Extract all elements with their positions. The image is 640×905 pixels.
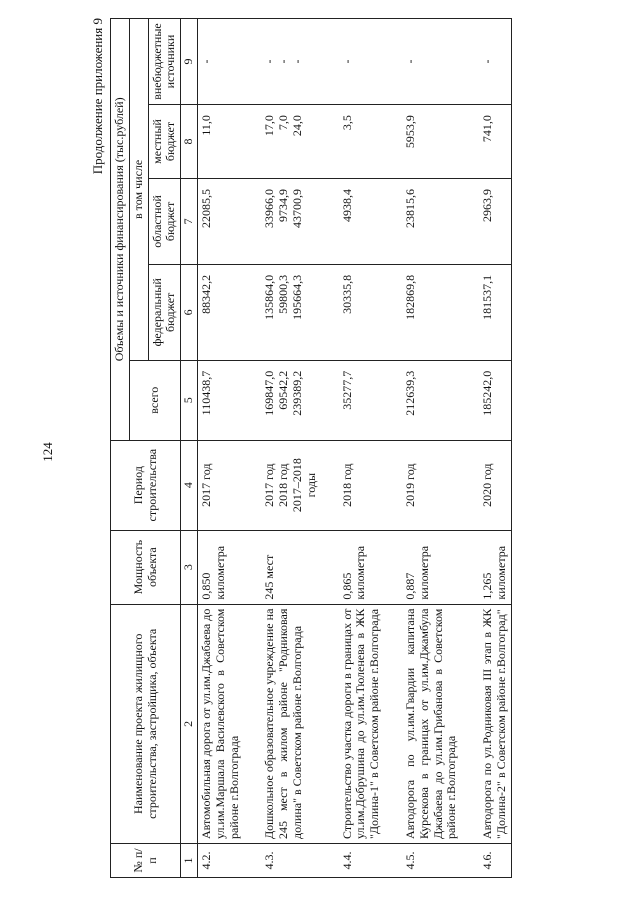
table-row bbox=[402, 19, 461, 878]
cell-extra-value: - bbox=[402, 59, 417, 64]
cell-total bbox=[339, 360, 384, 440]
col-number: 5 bbox=[181, 360, 198, 440]
col-number: 3 bbox=[181, 530, 198, 604]
header-incl: в том числе bbox=[129, 19, 148, 361]
cell-period bbox=[402, 440, 461, 530]
spacer-cell bbox=[461, 105, 479, 179]
cell-period bbox=[339, 440, 384, 530]
cell-local bbox=[261, 105, 320, 179]
spacer-cell bbox=[321, 360, 339, 440]
cell-total-value: 110438,7 bbox=[198, 370, 213, 416]
cell-federal-value: 182869,8 bbox=[402, 274, 417, 320]
cell-total-value: 35277,7 bbox=[339, 370, 354, 410]
cell-name: Автомобильная дорога от ул.им.Джабаева до ул.им.Маршала Василевского в Советском районе г.Волгограда bbox=[197, 604, 243, 843]
cell-capacity: 0,887 километра bbox=[402, 530, 461, 604]
table-row bbox=[261, 19, 320, 878]
cell-capacity: 245 мест bbox=[261, 530, 320, 604]
spacer-cell bbox=[461, 360, 479, 440]
cell-regional-value: 33966,0 bbox=[262, 188, 277, 228]
cell-regional-value: 23815,6 bbox=[402, 188, 417, 228]
spacer-cell bbox=[243, 604, 261, 843]
continuation-note: Продолжение приложения 9 bbox=[90, 18, 105, 175]
cell-local-value: 5953,9 bbox=[402, 115, 417, 149]
header-period: Период строительства bbox=[111, 440, 181, 530]
spacer-cell bbox=[384, 264, 402, 360]
spacer-cell bbox=[384, 19, 402, 105]
cell-capacity: 0,865 километра bbox=[339, 530, 384, 604]
cell-regional bbox=[197, 178, 243, 264]
spacer-cell bbox=[461, 844, 479, 878]
cell-period-value: 2018 год bbox=[339, 463, 354, 507]
cell-federal bbox=[402, 264, 461, 360]
cell-regional bbox=[261, 178, 320, 264]
header-local: местный бюджет bbox=[148, 105, 181, 179]
cell-local bbox=[479, 105, 511, 179]
spacer-cell bbox=[321, 19, 339, 105]
spacer-cell bbox=[321, 178, 339, 264]
page-number-holder bbox=[40, 433, 64, 462]
cell-period bbox=[261, 440, 320, 530]
cell-regional bbox=[402, 178, 461, 264]
col-number: 9 bbox=[181, 19, 198, 105]
cell-period bbox=[197, 440, 243, 530]
cell-federal-value: 88342,2 bbox=[198, 274, 213, 314]
spacer-cell bbox=[243, 19, 261, 105]
row-spacer bbox=[461, 19, 479, 878]
cell-no: 4.5. bbox=[402, 844, 461, 878]
spacer-cell bbox=[243, 440, 261, 530]
cell-regional-value: 9734,9 bbox=[276, 188, 291, 222]
cell-regional bbox=[339, 178, 384, 264]
cell-period bbox=[479, 440, 511, 530]
cell-local-value: 17,0 bbox=[262, 115, 277, 137]
row-spacer bbox=[321, 19, 339, 878]
page-number: 124 bbox=[40, 442, 55, 462]
rotated-page bbox=[90, 18, 580, 878]
cell-extra-value: - bbox=[262, 59, 277, 64]
cell-name: Строительство участка дороги в границах от ул.им.Добрушина до ул.им.Тюленева в ЖК "Долина-1" в Советском районе г.Волгограда bbox=[339, 604, 384, 843]
spacer-cell bbox=[384, 440, 402, 530]
cell-capacity: 0,850 километра bbox=[197, 530, 243, 604]
cell-extra bbox=[339, 19, 384, 105]
cell-federal-value: 135864,0 bbox=[262, 274, 277, 320]
cell-extra-value: - bbox=[480, 59, 495, 64]
col-number: 7 bbox=[181, 178, 198, 264]
spacer-cell bbox=[384, 360, 402, 440]
header-no: № п/п bbox=[111, 844, 181, 878]
cell-local bbox=[339, 105, 384, 179]
spacer-cell bbox=[243, 178, 261, 264]
cell-regional-value: 43700,9 bbox=[289, 188, 304, 228]
cell-extra-value: - bbox=[289, 59, 304, 64]
col-number: 8 bbox=[181, 105, 198, 179]
cell-total bbox=[261, 360, 320, 440]
cell-no: 4.3. bbox=[261, 844, 320, 878]
cell-total bbox=[479, 360, 511, 440]
spacer-cell bbox=[461, 264, 479, 360]
table-row bbox=[197, 19, 243, 878]
cell-period-value: 2017 год bbox=[198, 463, 213, 507]
header-capacity: Мощность объекта bbox=[111, 530, 181, 604]
header-regional: областной бюджет bbox=[148, 178, 181, 264]
spacer-cell bbox=[461, 440, 479, 530]
cell-total bbox=[402, 360, 461, 440]
cell-regional-value: 2963,9 bbox=[480, 188, 495, 222]
col-number: 2 bbox=[181, 604, 198, 843]
spacer-cell bbox=[384, 844, 402, 878]
spacer-cell bbox=[461, 178, 479, 264]
cell-extra-value: - bbox=[198, 59, 213, 64]
table-row bbox=[479, 19, 511, 878]
cell-local-value: 11,0 bbox=[198, 115, 213, 136]
table-row bbox=[339, 19, 384, 878]
cell-extra bbox=[479, 19, 511, 105]
cell-name: Автодорога по ул.Родниковая III этап в ЖК "Долина-2" в Советском районе г.Волгоград" bbox=[479, 604, 511, 843]
cell-local-value: 7,0 bbox=[276, 115, 291, 131]
cell-federal-value: 30335,8 bbox=[339, 274, 354, 314]
cell-period-value: 2019 год bbox=[402, 463, 417, 507]
spacer-cell bbox=[384, 105, 402, 179]
cell-local bbox=[197, 105, 243, 179]
cell-federal-value: 195664,3 bbox=[289, 274, 304, 320]
spacer-cell bbox=[243, 264, 261, 360]
header-funding: Объемы и источники финансирования (тыс.рублей) bbox=[111, 19, 130, 441]
spacer-cell bbox=[384, 178, 402, 264]
cell-extra bbox=[402, 19, 461, 105]
spacer-cell bbox=[243, 360, 261, 440]
table-body bbox=[197, 19, 511, 878]
cell-regional-value: 4938,4 bbox=[339, 188, 354, 222]
cell-total-value: 212639,3 bbox=[402, 370, 417, 416]
cell-federal bbox=[479, 264, 511, 360]
funding-table bbox=[110, 18, 512, 878]
spacer-cell bbox=[243, 844, 261, 878]
header-federal: федеральный бюджет bbox=[148, 264, 181, 360]
cell-regional bbox=[479, 178, 511, 264]
cell-total-value: 185242,0 bbox=[480, 370, 495, 416]
col-number: 1 bbox=[181, 844, 198, 878]
cell-extra bbox=[261, 19, 320, 105]
spacer-cell bbox=[321, 844, 339, 878]
spacer-cell bbox=[321, 105, 339, 179]
cell-capacity: 1,265 километра bbox=[479, 530, 511, 604]
cell-total-value: 239389,2 bbox=[289, 370, 304, 416]
spacer-cell bbox=[384, 604, 402, 843]
cell-extra-value: - bbox=[276, 59, 291, 64]
cell-no: 4.2. bbox=[197, 844, 243, 878]
spacer-cell bbox=[321, 440, 339, 530]
spacer-cell bbox=[321, 264, 339, 360]
spacer-cell bbox=[243, 530, 261, 604]
cell-total-value: 169847,0 bbox=[262, 370, 277, 416]
col-number: 4 bbox=[181, 440, 198, 530]
cell-total bbox=[197, 360, 243, 440]
cell-local bbox=[402, 105, 461, 179]
header-extra: внебюджетные источники bbox=[148, 19, 181, 105]
spacer-cell bbox=[461, 604, 479, 843]
cell-period-value: 2017 год bbox=[262, 463, 277, 507]
cell-total-value: 69542,2 bbox=[276, 370, 291, 410]
row-spacer bbox=[384, 19, 402, 878]
table-header bbox=[111, 19, 198, 878]
spacer-cell bbox=[461, 530, 479, 604]
cell-federal bbox=[261, 264, 320, 360]
cell-period-value: 2017–2018 годы bbox=[289, 458, 318, 513]
spacer-cell bbox=[461, 19, 479, 105]
header-name: Наименование проекта жилищного строительства, застройщика, объекта bbox=[111, 604, 181, 843]
cell-local-value: 24,0 bbox=[289, 115, 304, 137]
cell-federal-value: 59800,3 bbox=[276, 274, 291, 314]
cell-federal bbox=[339, 264, 384, 360]
cell-federal-value: 181537,1 bbox=[480, 274, 495, 320]
cell-extra bbox=[197, 19, 243, 105]
cell-regional-value: 22085,5 bbox=[198, 188, 213, 228]
cell-local-value: 741,0 bbox=[480, 115, 495, 143]
cell-name: Автодорога по ул.им.Гвардии капитана Курсекова в границах от ул.им.Джамбула Джабаева до ул.им.Грибанова в Советском районе г.Волгограда bbox=[402, 604, 461, 843]
cell-period-value: 2018 год bbox=[276, 463, 291, 507]
spacer-cell bbox=[384, 530, 402, 604]
cell-federal bbox=[197, 264, 243, 360]
spacer-cell bbox=[321, 530, 339, 604]
cell-local-value: 3,5 bbox=[339, 115, 354, 131]
spacer-cell bbox=[321, 604, 339, 843]
header-total: всего bbox=[129, 360, 180, 440]
cell-name: Дошкольное образовательное учреждение на 245 мест в жилом районе "Родниковая долина" в Советском районе г.Волгограда bbox=[261, 604, 320, 843]
cell-no: 4.6. bbox=[479, 844, 511, 878]
cell-no: 4.4. bbox=[339, 844, 384, 878]
col-number: 6 bbox=[181, 264, 198, 360]
row-spacer bbox=[243, 19, 261, 878]
cell-extra-value: - bbox=[339, 59, 354, 64]
cell-period-value: 2020 год bbox=[480, 463, 495, 507]
spacer-cell bbox=[243, 105, 261, 179]
